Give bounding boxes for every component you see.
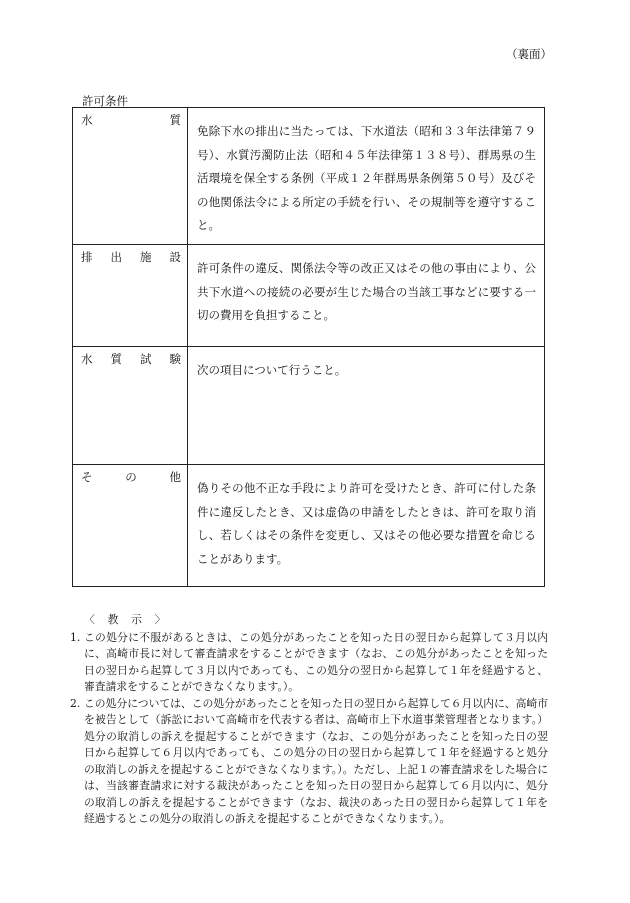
condition-label-cell	[73, 108, 188, 245]
notice-item-number: 1.	[70, 630, 81, 644]
condition-label-cell	[73, 245, 188, 347]
condition-label-cell	[73, 465, 188, 587]
condition-label: 排出施設	[81, 250, 181, 264]
condition-text: 次の項目について行うこと。	[197, 363, 347, 377]
condition-text-cell	[188, 347, 545, 465]
condition-label: 水質	[81, 113, 181, 127]
page-side-label: （裏面）	[506, 47, 552, 61]
condition-row	[73, 347, 545, 465]
conditions-table	[72, 107, 545, 587]
condition-row	[73, 465, 545, 587]
notice-heading: 〈 教 示 〉	[84, 613, 167, 626]
condition-row	[73, 108, 545, 245]
condition-text-cell	[188, 245, 545, 347]
condition-label-cell	[73, 347, 188, 465]
condition-label: 水質試験	[81, 352, 181, 366]
condition-text: 偽りその他不正な手段により許可を受けたとき、許可に付した条件に違反したとき、又は虚偽の申請をしたときは、許可を取り消し、若しくはその条件を変更し、又はその他必要な措置を命じることがあります。	[197, 481, 536, 566]
notice-item	[70, 696, 548, 828]
notice-section	[70, 612, 548, 828]
condition-text: 免除下水の排出に当たっては、下水道法（昭和３３年法律第７９号）、水質汚濁防止法（昭和４５年法律第１３８号）、群馬県の生活環境を保全する条例（平成１２年群馬県条例第５０号）及びその他関係法令による所定の手続を行い、その規制等を遵守すること。	[197, 124, 536, 232]
notice-item-text: この処分については、この処分があったことを知った日の翌日から起算して６月以内に、高崎市を被告として（訴訟において高崎市を代表する者は、高崎市上下水道事業管理者となります。）処分の取消しの訴えを提起することができます（なお、この処分があったことを知った日の翌日から起算して６月以内であっても、この処分の日の翌日から起算して１年を経過すると処分の取消しの訴えを提起することができなくなります。）。ただし、上記１の審査請求をした場合には、当該審査請求に対する裁決があったことを知った日の翌日から起算して６月以内に、処分の取消しの訴えを提起することができます（なお、裁決のあった日の翌日から起算して１年を経過するとこの処分の取消しの訴えを提起することができなくなります。）。	[84, 696, 548, 825]
condition-label: その他	[81, 470, 181, 484]
notice-item	[70, 630, 548, 696]
condition-text: 許可条件の違反、関係法令等の改正又はその他の事由により、公共下水道への接続の必要が生じた場合の当該工事などに要する一切の費用を負担すること。	[197, 261, 536, 322]
notice-item-text: この処分に不服があるときは、この処分があったことを知った日の翌日から起算して３月以内に、高崎市長に対して審査請求をすることができます（なお、この処分があったことを知った日の翌日から起算して３月以内であっても、この処分の翌日から起算して１年を経過すると、審査請求をすることができなくなります。）。	[84, 630, 548, 693]
condition-text-cell	[188, 108, 545, 245]
condition-text-cell	[188, 465, 545, 587]
section-title: 許可条件	[82, 94, 128, 108]
condition-row	[73, 245, 545, 347]
notice-item-number: 2.	[70, 696, 81, 710]
